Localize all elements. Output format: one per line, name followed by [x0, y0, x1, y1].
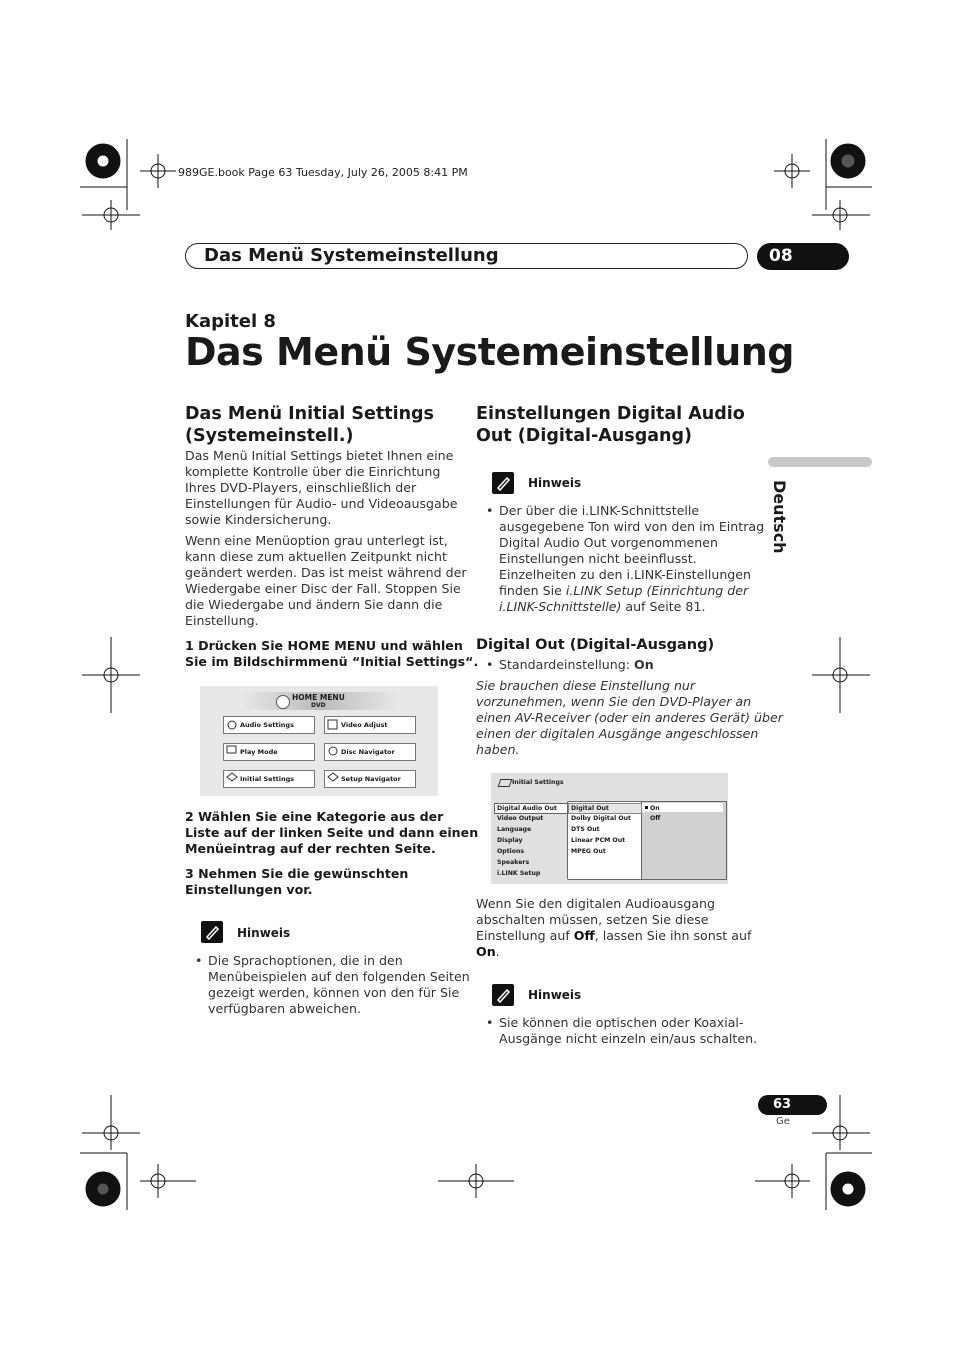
item-mpeg-out[interactable]: MPEG Out: [571, 848, 606, 855]
note-pencil-icon: [201, 921, 223, 943]
category-options[interactable]: Options: [497, 848, 525, 855]
step-2: 2 Wählen Sie eine Kategorie aus der Liste auf der linken Seite und dann einen Menüeintrag auf der rechten Seite.: [185, 809, 479, 856]
item-digital-out[interactable]: Digital Out: [571, 805, 609, 812]
menu-left-icons: [226, 719, 238, 785]
digital-out-subheading: Digital Out (Digital-Ausgang): [476, 637, 715, 653]
note-pencil-icon: [492, 984, 514, 1006]
category-language[interactable]: Language: [497, 826, 532, 833]
language-code: Ge: [776, 1116, 790, 1127]
print-info: 989GE.book Page 63 Tuesday, July 26, 2005 8:41 PM: [178, 166, 468, 179]
side-tab-bar: [768, 457, 872, 467]
menu-initial-settings[interactable]: Initial Settings: [223, 770, 315, 788]
default-setting: • Standardeinstellung: On: [499, 657, 654, 673]
note-right-1: • Der über die i.LINK-Schnittstelle ausgegebene Ton wird von den im Eintrag Digital Audio Out vorgenommenen Einstellungen nicht beeinflusst. Einzelheiten zu den i.LINK-Einstellungen finden Sie i.LINK Setup (Einrichtung der i.LINK-Schnittstelle) auf Seite 81.: [499, 503, 764, 615]
language-tab: Deutsch: [770, 480, 789, 554]
note-left: • Die Sprachoptionen, die in den Menübeispielen auf den folgenden Seiten gezeigt werden, können von den für Sie verfügbaren abweichen.: [208, 953, 470, 1017]
home-menu-subtitle: DVD: [311, 702, 326, 709]
item-dolby-digital-out[interactable]: Dolby Digital Out: [571, 815, 631, 822]
home-menu-title: HOME MENU: [292, 693, 345, 702]
selected-option-marker: [645, 806, 648, 809]
menu-play-mode[interactable]: Play Mode: [223, 743, 315, 761]
chapter-label: Kapitel 8: [185, 311, 276, 332]
left-para-1: Das Menü Initial Settings bietet Ihnen eine komplette Kontrolle über die Einrichtung Ihres DVD-Players, einschließlich der Einstellungen für Audio- und Videoausgabe sowie Kindersicherung.: [185, 448, 458, 527]
chapter-number: 08: [769, 246, 793, 266]
note-label-left: Hinweis: [237, 926, 291, 940]
left-para-2: Wenn eine Menüoption grau unterlegt ist, kann diese zum aktuellen Zeitpunkt nicht geändert werden. Das ist meist während der Wiedergabe einer Disc der Fall. Stoppen Sie die Wiedergabe und ändern Sie dann die Einstellung.: [185, 533, 467, 628]
digital-out-description: Sie brauchen diese Einstellung nur vorzunehmen, wenn Sie den DVD-Player an einen AV-Receiver (oder ein anderes Gerät) über einen der digitalen Ausgänge angeschlossen haben.: [476, 678, 783, 757]
page-title: Das Menü Systemeinstellung: [185, 330, 795, 374]
menu-right-icons: [327, 719, 339, 785]
settings-icon: [498, 779, 513, 787]
left-heading: Das Menü Initial Settings (Systemeinstell.): [185, 404, 434, 446]
category-display[interactable]: Display: [497, 837, 523, 844]
menu-setup-navigator[interactable]: Setup Navigator: [324, 770, 416, 788]
menu-audio-settings[interactable]: Audio Settings: [223, 716, 315, 734]
options-panel: [641, 801, 727, 880]
page-number: 63: [773, 1097, 792, 1112]
category-speakers[interactable]: Speakers: [497, 859, 530, 866]
step-3: 3 Nehmen Sie die gewünschten Einstellungen vor.: [185, 866, 409, 897]
initial-settings-screenshot: [491, 773, 728, 884]
page-number-badge: [758, 1095, 827, 1115]
category-ilink-setup[interactable]: i.LINK Setup: [497, 870, 541, 877]
menu-disc-navigator[interactable]: Disc Navigator: [324, 743, 416, 761]
category-digital-audio-out[interactable]: Digital Audio Out: [497, 805, 557, 812]
menu-video-adjust[interactable]: Video Adjust: [324, 716, 416, 734]
settings-title: Initial Settings: [512, 779, 564, 786]
item-dts-out[interactable]: DTS Out: [571, 826, 600, 833]
note-label-right-2: Hinweis: [528, 988, 582, 1002]
note-right-2: • Sie können die optischen oder Koaxial- Ausgänge nicht einzeln ein/aus schalten.: [499, 1015, 757, 1047]
disc-icon: [276, 695, 290, 709]
option-off[interactable]: Off: [650, 815, 661, 822]
option-on[interactable]: On: [650, 805, 660, 812]
note-pencil-icon: [492, 472, 514, 494]
category-video-output[interactable]: Video Output: [497, 815, 544, 822]
home-menu-screenshot: [200, 686, 438, 796]
item-linear-pcm-out[interactable]: Linear PCM Out: [571, 837, 626, 844]
note-label-right-1: Hinweis: [528, 476, 582, 490]
step-1: 1 Drücken Sie HOME MENU und wählen Sie im Bildschirmmenü “Initial Settings“.: [185, 638, 479, 669]
right-heading: Einstellungen Digital Audio Out (Digital-Ausgang): [476, 404, 745, 446]
off-instruction: Wenn Sie den digitalen Audioausgang abschalten müssen, setzen Sie diese Einstellung auf Off, lassen Sie ihn sonst auf On.: [476, 896, 752, 959]
header-title: Das Menü Systemeinstellung: [204, 245, 499, 266]
